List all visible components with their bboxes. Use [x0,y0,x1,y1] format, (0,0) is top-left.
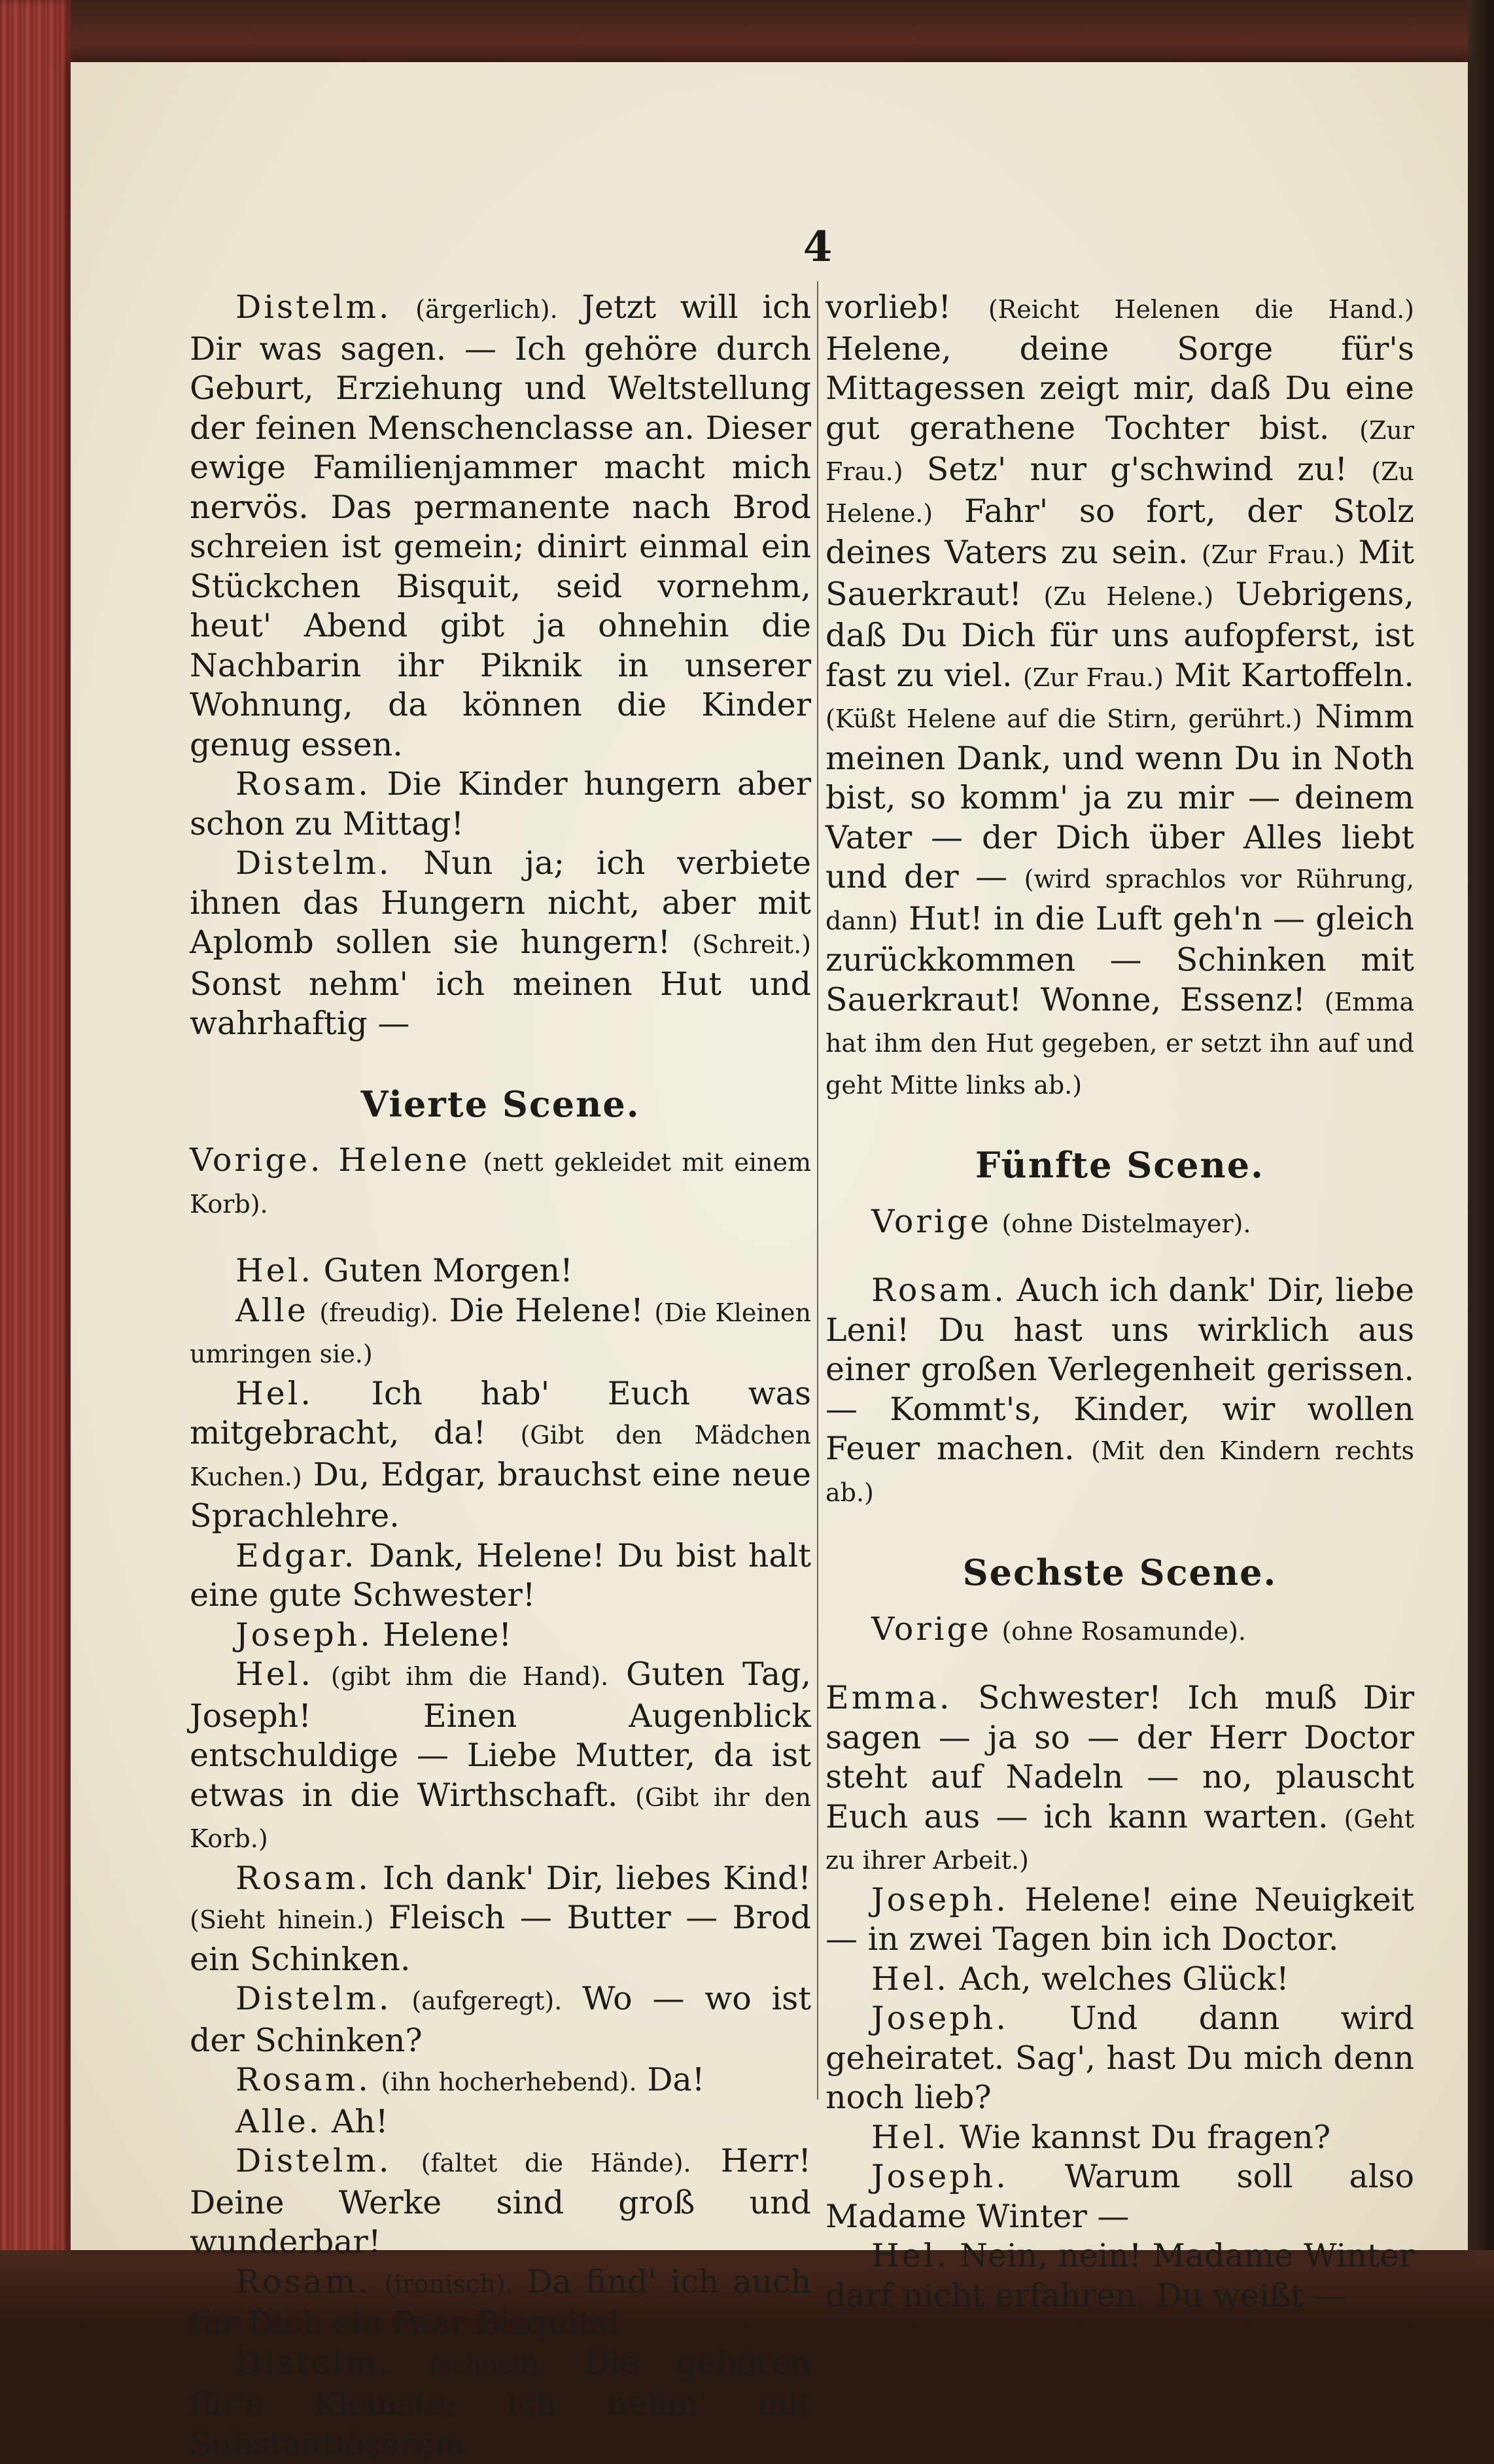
scene-heading: Vierte Scene. [190,1085,811,1124]
speech-text: Jetzt will ich Dir was sagen. — Ich gehöre durch Geburt, Erziehung und Weltstellung der feinen Menschenclasse an. Dieser ewige Familienjammer macht mich nervös. Das permanente nach Brod schreien ist gemein; dinirt einmal ein Stückchen Bisquit, seid vornehm, heut' Abend gibt ja ohnehin die Nachbarin ihr Piknik in unserer Wohnung, da können die Kinder genug essen. [190,288,811,763]
stage-direction: (Gibt ihr den Korb.) [190,1783,811,1854]
speech-text: Uebrigens, daß Du Dich für uns aufopferst, ist fast zu viel. [825,576,1414,694]
left-column [190,288,811,2464]
stage-direction: (Küßt Helene auf die Stirn, gerührt.) [825,704,1302,733]
stage-direction: (wird sprachlos vor Rührung, dann) [825,865,1414,935]
stage-direction: (ohne Rosamunde). [1001,1617,1246,1646]
speech-text: Mit Kartoffeln. [1174,657,1414,694]
stage-direction: (Mit den Kindern rechts ab.) [825,1436,1414,1507]
speech-text: Guten Morgen! [324,1252,573,1289]
speech-hel-3 [190,1655,811,1859]
right-column [825,288,1414,2316]
scene-heading: Sechste Scene. [825,1553,1414,1593]
speech-text: Guten Tag, Joseph! Einen Augenblick entschuldige — Liebe Mutter, da ist etwas in die Wirthschaft. [190,1656,811,1814]
top-edge [0,0,1494,69]
speaker: Joseph. [871,1881,1009,1918]
stage-direction: (Zu Helene.) [825,457,1414,528]
speech-text: Mit Sauerkraut! [825,534,1414,613]
stage-direction: (Zu Helene.) [1043,582,1213,611]
speaker: Joseph. [235,1616,373,1654]
speaker: Rosam. [235,765,371,803]
cast-persons: Vorige [871,1203,992,1240]
cast-persons: Vorige. Helene [190,1141,470,1179]
speech-joseph-1 [190,1616,811,1656]
speech-text: Ich hab' Euch was mitgebracht, da! [190,1375,811,1452]
scene-cast [825,1202,1414,1244]
speech-text: Nimm meinen Dank, und wenn Du in Noth bist, so komm' ja zu mir — deinem Vater — der Dich über Alles liebt und der — [825,698,1414,895]
speech-text: Auch ich dank' Dir, liebe Leni! Du hast uns wirklich aus einer großen Verlegenheit gerissen. — Kommt's, Kinder, wir wollen Feuer machen. [825,1272,1414,1467]
speech-text: Wo — wo ist der Schinken? [190,1980,811,2059]
speech-text: Da find' ich auch für Dich ein Paar Bisquits! [190,2263,811,2342]
speech-emma-1 [825,1678,1414,1881]
scene-heading: Fünfte Scene. [825,1145,1414,1185]
speech-text: Hut! in die Luft geh'n — gleich zurückkommen — Schinken mit Sauerkraut! Wonne, Essenz! [825,900,1414,1018]
speech-text: Herr! Deine Werke sind groß und wunderbar! [190,2142,811,2261]
speech-distelm-2 [190,844,811,1044]
stage-direction: (Emma hat ihm den Hut gegeben, er setzt ihn auf und geht Mitte links ab.) [825,988,1414,1100]
stage-direction: (Die Kleinen umringen sie.) [190,1298,811,1369]
speech-hel-1 [190,1251,811,1291]
speaker: Alle [235,1292,309,1329]
speech-text: Helene, deine Sorge für's Mittagessen zeigt mir, daß Du eine gut gerathene Tochter bist. [825,330,1414,447]
stage-direction: (Sieht hinein.) [190,1905,373,1934]
speaker: Joseph. [871,2000,1009,2037]
speech-edgar-1 [190,1536,811,1616]
speech-distelm-5 [190,2344,811,2464]
stage-direction: (ärgerlich). [415,295,558,324]
speech-rosam-1 [190,765,811,844]
speech-text: Warum soll also Madame Winter — [825,2158,1414,2235]
stage-direction: (gibt ihm die Hand). [331,1662,608,1691]
speech-text: Helene! eine Neuigkeit — in zwei Tagen bin ich Doctor. [825,1881,1414,1958]
speech-alle-1 [190,1291,811,1374]
speaker: Distelm. [235,844,392,882]
speaker: Emma. [825,1679,952,1716]
speech-text: Setz' nur g'schwind zu! [927,451,1347,488]
speech-joseph-2 [825,1881,1414,1960]
speaker: Rosam. [871,1272,1007,1309]
speech-text: Du, Edgar, brauchst eine neue Sprachlehre. [190,1456,811,1535]
speaker: Rosam. [235,2263,371,2300]
speech-rosam-3 [190,2060,811,2102]
speaker: Distelm. [235,2344,392,2382]
book-binding-edge [0,0,71,2328]
stage-direction: (Zur Frau.) [1202,540,1345,569]
speech-text: Helene! [383,1616,512,1654]
speech-hel-2 [190,1374,811,1536]
speech-text: Schwester! Ich muß Dir sagen — ja so — der Herr Doctor steht auf Nadeln — no, plauscht Euch aus — ich kann warten. [825,1679,1414,1835]
speech-rosam-2 [190,1859,811,1980]
speech-text: Sonst nehm' ich meinen Hut und wahrhaftig — [190,965,811,1043]
speech-text: Ich dank' Dir, liebes Kind! [383,1860,811,1897]
speech-hel-6 [825,2236,1414,2316]
speech-text: Fleisch — Butter — Brod ein Schinken. [190,1899,811,1978]
page-number: 4 [798,222,837,271]
stage-direction: (faltet die Hände). [421,2149,691,2178]
stage-direction: (ihn hocherhebend). [381,2068,636,2096]
speech-text: Ach, welches Glück! [960,1960,1289,1998]
speech-text: Da! [647,2061,704,2098]
stage-direction: (nett gekleidet mit einem Korb). [190,1148,811,1219]
speaker: Distelm. [235,2142,392,2179]
speaker: Hel. [871,1960,949,1998]
speech-text: Ah! [332,2103,389,2140]
right-edge [1468,0,1494,2328]
speech-hel-4 [825,1960,1414,2000]
speech-distelm-3 [190,1979,811,2060]
speech-distelm-4 [190,2142,811,2263]
speaker: Hel. [235,1252,313,1289]
speaker: Rosam. [235,2061,371,2098]
speech-text: vorlieb! [825,288,951,326]
speech-text: Dank, Helene! Du bist halt eine gute Schwester! [190,1537,811,1614]
stage-direction: (Zur Frau.) [825,416,1414,487]
speech-distelm-1 [190,288,811,765]
speech-rosam-4 [190,2263,811,2344]
scene-cast [190,1141,811,1224]
speech-joseph-3 [825,1999,1414,2118]
speaker: Hel. [871,2237,949,2274]
cast-persons: Vorige [871,1610,992,1648]
speaker: Edgar. [235,1537,356,1574]
stage-direction: (Geht zu ihrer Arbeit.) [825,1805,1414,1875]
stage-direction: (Schreit.) [692,930,811,959]
speaker: Hel. [871,2119,949,2156]
scene-cast [825,1610,1414,1652]
speech-text: Nun ja; ich verbiete ihnen das Hungern nicht, aber mit Aplomb sollen sie hungern! [190,844,811,961]
speech-text: Fahr' so fort, der Stolz deines Vaters zu sein. [825,493,1414,572]
speech-text: Die gehören für's Kleinste; ich nehm' mit Substantiöserem [190,2344,811,2463]
speaker: Joseph. [871,2158,1009,2195]
stage-direction: (Gibt den Mädchen Kuchen.) [190,1421,811,1491]
speaker: Alle. [235,2103,321,2140]
speech-text: Die Kinder hungern aber schon zu Mittag! [190,765,811,842]
stage-direction: (Zur Frau.) [1023,663,1164,692]
column-divider [817,281,818,2100]
speaker: Rosam. [235,1860,371,1897]
speech-text: Die Helene! [449,1292,644,1329]
speech-hel-5 [825,2118,1414,2158]
speech-joseph-4 [825,2157,1414,2236]
stage-direction: (ohne Distelmayer). [1001,1209,1251,1238]
stage-direction: (schnell). [429,2351,546,2380]
speech-text: Wie kannst Du fragen? [960,2119,1331,2156]
stage-direction: (ironisch). [385,2270,513,2299]
speech-distelm-continued [825,288,1414,1105]
stage-direction: (aufgeregt). [411,1987,562,2015]
speaker: Hel. [235,1656,313,1693]
speaker: Distelm. [235,288,392,326]
stage-direction: (freudig). [319,1298,438,1327]
speech-rosam-5 [825,1271,1414,1512]
speech-text: Und dann wird geheiratet. Sag', hast Du mich denn noch lieb? [825,2000,1414,2116]
speaker: Distelm. [235,1980,392,2017]
stage-direction: (Reicht Helenen die Hand.) [988,295,1414,324]
speech-alle-2 [190,2102,811,2142]
speech-text: Nein, nein! Madame Winter darf nicht erfahren. Du weißt — [825,2237,1414,2314]
speaker: Hel. [235,1375,313,1412]
